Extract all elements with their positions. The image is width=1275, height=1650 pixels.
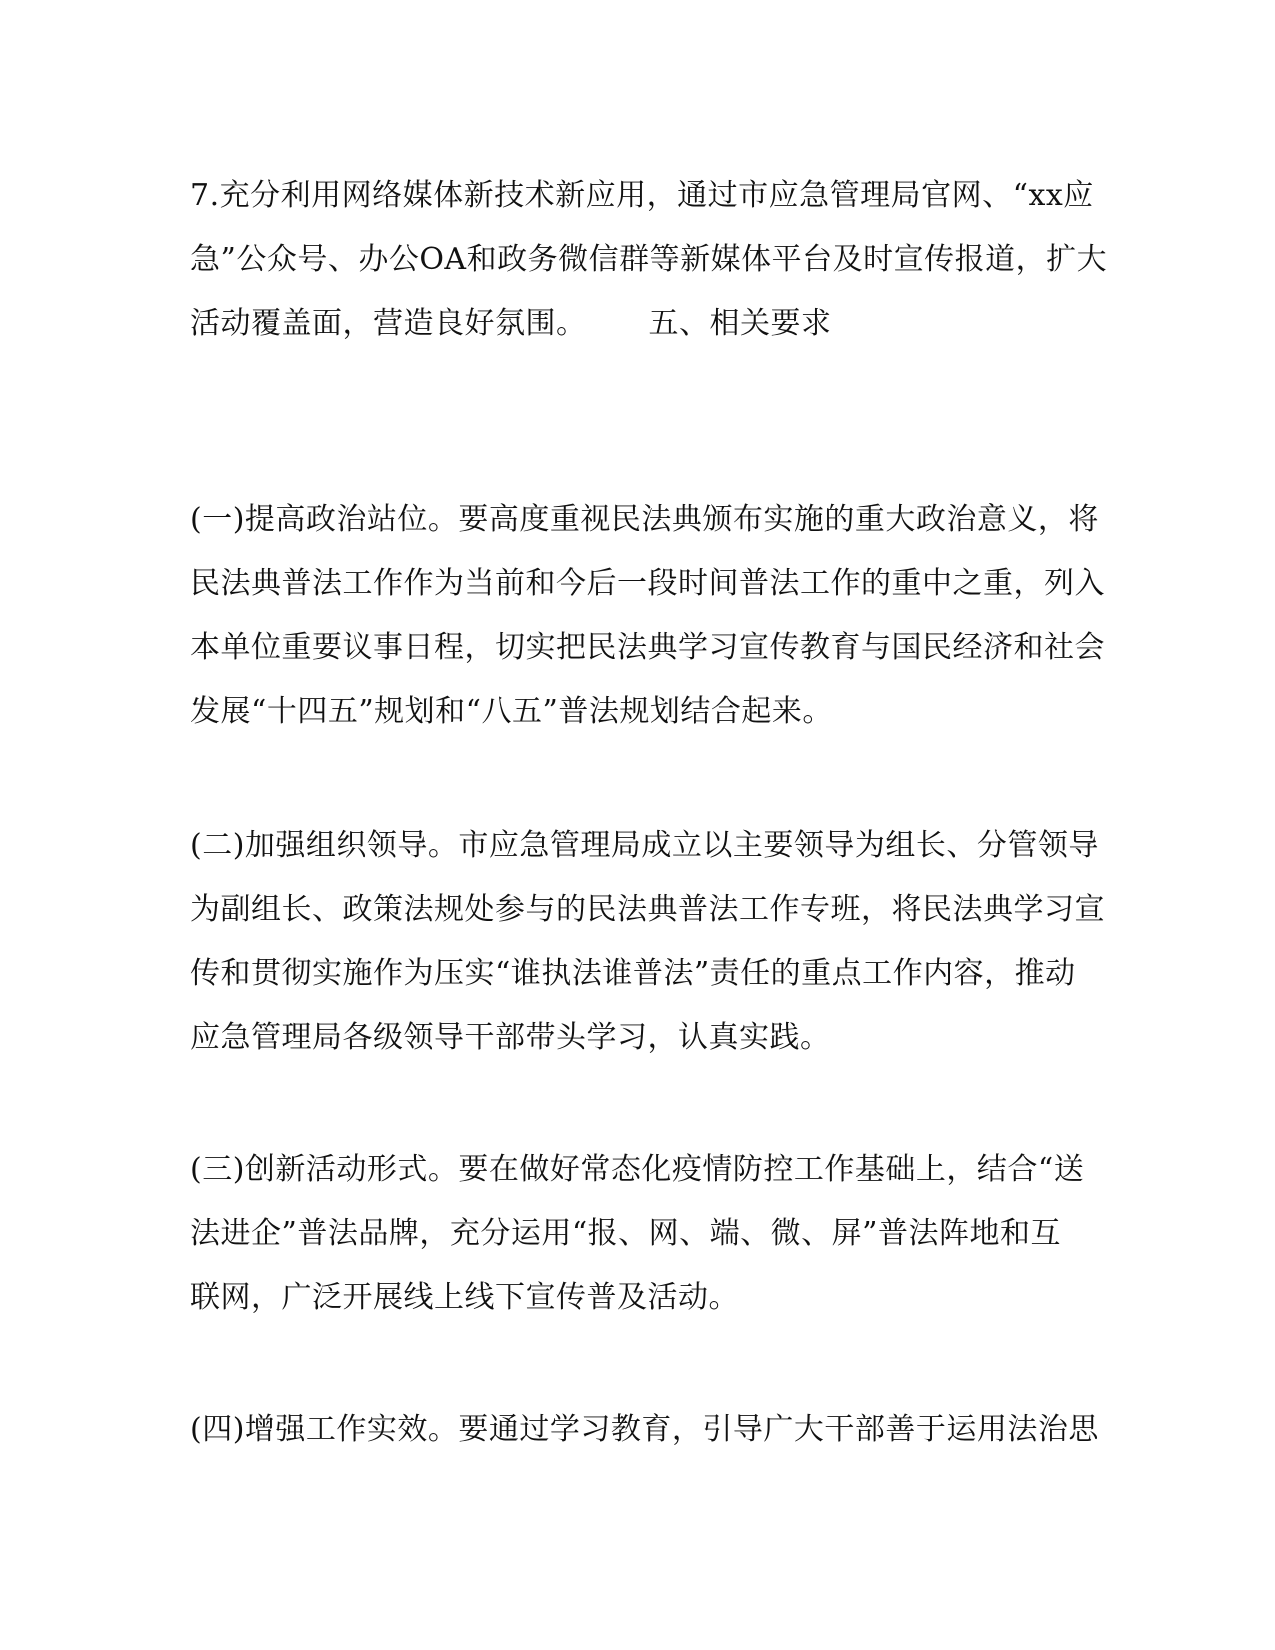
text-line: (二)加强组织领导。市应急管理局成立以主要领导为组长、分管领导 bbox=[190, 828, 1099, 863]
text-line: 7.充分利用网络媒体新技术新应用，通过市应急管理局官网、“xx应 bbox=[190, 178, 1094, 213]
paragraph-item-7 bbox=[190, 164, 1108, 356]
text-line: 联网，广泛开展线上线下宣传普及活动。 bbox=[190, 1280, 739, 1315]
text-line: 为副组长、政策法规处参与的民法典普法工作专班，将民法典学习宣 bbox=[190, 892, 1105, 927]
text-line: 发展“十四五”规划和“八五”普法规划结合起来。 bbox=[190, 694, 833, 729]
text-line: 应急管理局各级领导干部带头学习，认真实践。 bbox=[190, 1020, 831, 1055]
text-line: 急”公众号、办公OA和政务微信群等新媒体平台及时宣传报道，扩大 bbox=[190, 242, 1108, 277]
text-line: 本单位重要议事日程，切实把民法典学习宣传教育与国民经济和社会 bbox=[190, 630, 1105, 665]
text-line: (一)提高政治站位。要高度重视民法典颁布实施的重大政治意义，将 bbox=[190, 502, 1099, 537]
paragraph-organization-leadership bbox=[190, 814, 1105, 1070]
text-line: (三)创新活动形式。要在做好常态化疫情防控工作基础上，结合“送 bbox=[190, 1152, 1085, 1187]
text-line-with-heading bbox=[190, 292, 1070, 356]
text-line: 民法典普法工作作为当前和今后一段时间普法工作的重中之重，列入 bbox=[190, 566, 1105, 601]
text-line: 法进企”普法品牌，充分运用“报、网、端、微、屏”普法阵地和互 bbox=[190, 1216, 1062, 1251]
text-line: 传和贯彻实施作为压实“谁执法谁普法”责任的重点工作内容，推动 bbox=[190, 956, 1076, 991]
text-line: (四)增强工作实效。要通过学习教育，引导广大干部善于运用法治思 bbox=[190, 1412, 1099, 1447]
section-heading: 五、相关要求 bbox=[648, 306, 832, 341]
paragraph-innovation-activities bbox=[190, 1138, 1085, 1330]
text-line-content: 活动覆盖面，营造良好氛围。 bbox=[190, 306, 587, 341]
paragraph-work-effectiveness bbox=[190, 1398, 1099, 1462]
paragraph-political-stance bbox=[190, 488, 1105, 744]
